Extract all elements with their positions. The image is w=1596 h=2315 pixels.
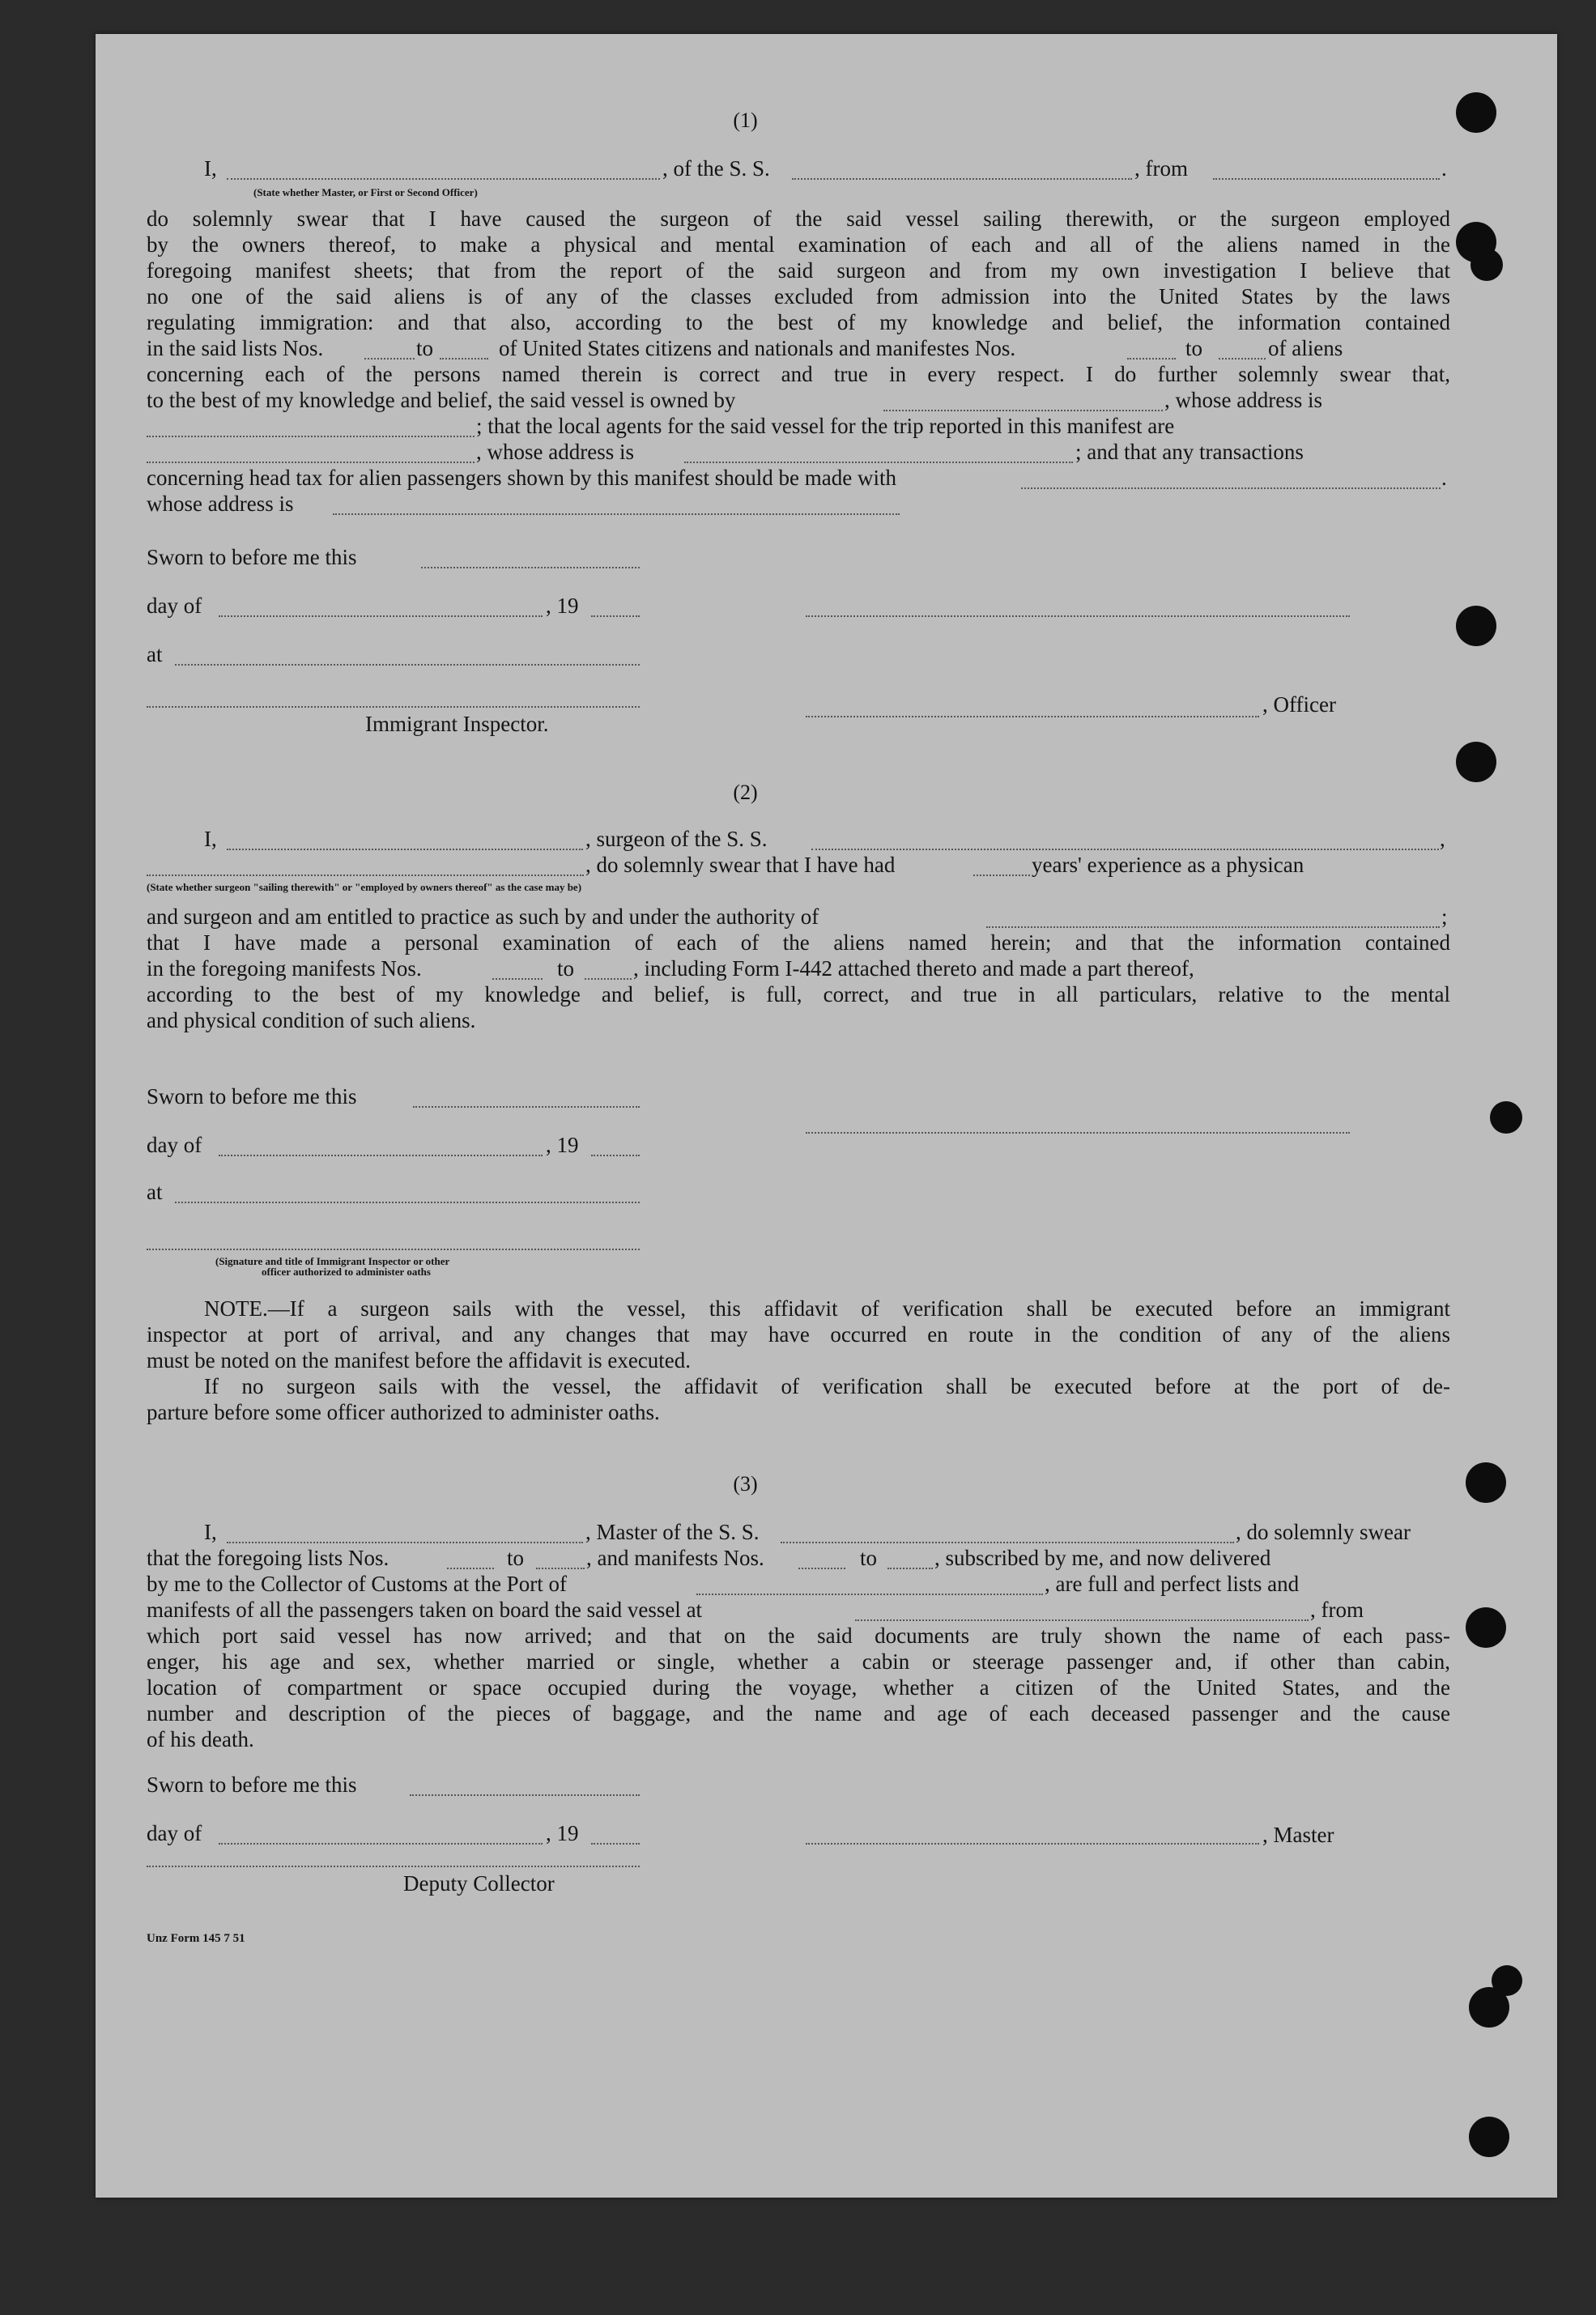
- blank-from-port[interactable]: [1213, 178, 1440, 180]
- blank-s2-place[interactable]: [175, 1202, 640, 1203]
- s2-at: at: [147, 1180, 163, 1204]
- blank-s3-list-to[interactable]: [536, 1568, 585, 1569]
- s1-of-ss: , of the S. S.: [662, 156, 770, 181]
- s3-solemnly-swear: , do solemnly swear: [1236, 1520, 1411, 1544]
- blank-port[interactable]: [696, 1594, 1043, 1595]
- s3-subscribed: , subscribed by me, and now delivered: [934, 1546, 1271, 1570]
- s3-sworn: Sworn to before me this: [147, 1772, 357, 1797]
- s1-lists-nos: in the said lists Nos.: [147, 336, 324, 360]
- s2-sworn: Sworn to before me this: [147, 1084, 357, 1109]
- s2-paragraph-line: and physical condition of such aliens.: [147, 1008, 476, 1032]
- blank-s3-list-from[interactable]: [447, 1568, 494, 1569]
- blank-s2-sworn-day[interactable]: [413, 1106, 640, 1108]
- s2-form-i442: , including Form I-442 attached thereto and made a part thereof,: [633, 956, 1194, 981]
- s2-status-note: (State whether surgeon "sailing therewith" or "employed by owners thereof" as the case may be): [147, 881, 582, 893]
- blank-inspector-signature[interactable]: [147, 706, 640, 708]
- blank-list-from[interactable]: [364, 358, 415, 360]
- blank-manifest-to[interactable]: [1219, 358, 1266, 360]
- blank-sworn-day[interactable]: [421, 567, 640, 568]
- punch-hole: [1490, 1101, 1522, 1134]
- blank-owner[interactable]: [883, 410, 1163, 411]
- section-2-heading: (2): [733, 781, 758, 804]
- s3-manifests-nos: , and manifests Nos.: [586, 1546, 764, 1570]
- blank-head-tax[interactable]: [1021, 487, 1441, 489]
- s2-manifests-nos: in the foregoing manifests Nos.: [147, 956, 422, 981]
- blank-surgeon-ship[interactable]: [811, 849, 1439, 850]
- s2-paragraph-line: that I have made a personal examination of each of the aliens named herein; and that the information contained: [147, 930, 1450, 955]
- s2-paragraph-line: according to the best of my knowledge and belief, is full, correct, and true in all particulars, relative to the mental: [147, 982, 1450, 1006]
- blank-s2-month[interactable]: [219, 1155, 543, 1156]
- blank-officer-signature[interactable]: [806, 716, 1259, 717]
- s2-note-line: inspector at port of arrival, and any changes that may have occurred en route in the condition of any of the aliens: [147, 1322, 1450, 1347]
- s2-to: to: [557, 956, 575, 981]
- blank-s2-year[interactable]: [591, 1155, 640, 1156]
- s2-note-line: NOTE.—If a surgeon sails with the vessel, this affidavit of verification shall be executed before an immigrant: [204, 1296, 1450, 1321]
- s1-paragraph-line: by the owners thereof, to make a physical and mental examination of each and all of the aliens named in the: [147, 232, 1450, 257]
- blank-owner-address[interactable]: [147, 436, 475, 437]
- blank-boarding-port[interactable]: [855, 1619, 1309, 1621]
- s3-master: , Master: [1262, 1823, 1334, 1847]
- blank-years[interactable]: [973, 875, 1030, 876]
- s1-at: at: [147, 642, 163, 666]
- s1-transactions: ; and that any transactions: [1075, 440, 1304, 464]
- s1-period-2: .: [1441, 466, 1447, 490]
- punch-hole: [1492, 1965, 1522, 1996]
- blank-s2-to[interactable]: [585, 978, 632, 980]
- s3-i: I,: [204, 1520, 217, 1544]
- s1-officer-note: (State whether Master, or First or Second Officer): [253, 186, 478, 198]
- s3-paragraph-line: which port said vessel has now arrived; and that on the said documents are truly shown the name of each pass-: [147, 1623, 1450, 1648]
- blank-s3-month[interactable]: [219, 1843, 543, 1845]
- s1-paragraph-line: no one of the said aliens is of any of the classes excluded from admission into the United States by the laws: [147, 284, 1450, 309]
- s1-officer: , Officer: [1262, 692, 1336, 717]
- s1-sworn: Sworn to before me this: [147, 545, 357, 569]
- s1-citizens: of United States citizens and nationals and manifestes Nos.: [499, 336, 1016, 360]
- blank-s3-manifest-to[interactable]: [887, 1568, 933, 1569]
- s1-i: I,: [204, 156, 217, 181]
- blank-s3-year[interactable]: [591, 1843, 640, 1845]
- blank-surgeon-status[interactable]: [147, 875, 584, 876]
- s2-authority: and surgeon and am entitled to practice as such by and under the authority of: [147, 904, 819, 929]
- blank-agent-address[interactable]: [684, 462, 1073, 463]
- s2-comma: ,: [1440, 827, 1445, 851]
- s3-to: to: [507, 1546, 525, 1570]
- s1-paragraph-line: do solemnly swear that I have caused the surgeon of the said vessel sailing therewith, or the surgeon employed: [147, 206, 1450, 231]
- s1-19: , 19: [546, 594, 579, 618]
- blank-s3-sworn-day[interactable]: [410, 1794, 640, 1796]
- form-number: Unz Form 145 7 51: [147, 1932, 245, 1945]
- s1-whose-address-2: whose address is: [147, 492, 294, 516]
- blank-agents[interactable]: [147, 462, 475, 463]
- s3-from: , from: [1310, 1598, 1364, 1622]
- s3-19: , 19: [546, 1821, 579, 1845]
- blank-authority[interactable]: [986, 926, 1440, 928]
- blank-manifest-from[interactable]: [1127, 358, 1176, 360]
- punch-hole: [1466, 1462, 1506, 1503]
- s1-paragraph-line: foregoing manifest sheets; that from the report of the said surgeon and from my own investigation I believe that: [147, 258, 1450, 283]
- s1-whose-address: , whose address is: [1164, 388, 1322, 412]
- s1-local-agents: ; that the local agents for the said vessel for the trip reported in this manifest are: [476, 414, 1175, 438]
- s2-sig-note-2: officer authorized to administer oaths: [262, 1266, 431, 1278]
- blank-year[interactable]: [591, 615, 640, 617]
- punch-hole: [1456, 606, 1496, 646]
- blank-s3-ship[interactable]: [781, 1542, 1234, 1543]
- s1-paragraph-line: concerning each of the persons named therein is correct and true in every respect. I do further solemnly swear that,: [147, 362, 1450, 386]
- form-page: [96, 34, 1557, 2198]
- s1-period: .: [1441, 156, 1447, 181]
- s2-sig-note-1: (Signature and title of Immigrant Inspector or other: [215, 1255, 450, 1267]
- blank-master-name[interactable]: [227, 1542, 583, 1543]
- s2-swear: , do solemnly swear that I have had: [585, 853, 896, 877]
- s1-immigrant-inspector: Immigrant Inspector.: [365, 712, 549, 736]
- section-1-heading: (1): [733, 109, 758, 132]
- s3-paragraph-line: of his death.: [147, 1727, 254, 1751]
- s3-master-of-ss: , Master of the S. S.: [585, 1520, 760, 1544]
- blank-deputy-signature[interactable]: [147, 1866, 640, 1867]
- blank-list-to[interactable]: [440, 358, 488, 360]
- section-3-heading: (3): [733, 1472, 758, 1496]
- blank-signature-1[interactable]: [806, 615, 1350, 617]
- s3-collector: by me to the Collector of Customs at the Port of: [147, 1572, 567, 1596]
- s2-day-of: day of: [147, 1133, 202, 1157]
- s1-head-tax: concerning head tax for alien passengers shown by this manifest should be made with: [147, 466, 897, 490]
- s3-taken-on-board: manifests of all the passengers taken on board the said vessel at: [147, 1598, 703, 1622]
- s1-of-aliens: of aliens: [1268, 336, 1343, 360]
- blank-surgeon-signature[interactable]: [806, 1132, 1350, 1134]
- blank-surgeon-name[interactable]: [227, 849, 583, 850]
- s3-paragraph-line: number and description of the pieces of baggage, and the name and age of each deceased passenger and the cause: [147, 1701, 1450, 1726]
- s1-day-of: day of: [147, 594, 202, 618]
- s1-from: , from: [1134, 156, 1188, 181]
- s2-note-line: must be noted on the manifest before the affidavit is executed.: [147, 1348, 692, 1372]
- punch-hole: [1470, 249, 1503, 281]
- blank-s3-manifest-from[interactable]: [798, 1568, 845, 1569]
- blank-s2-officer-signature[interactable]: [147, 1249, 640, 1250]
- blank-month[interactable]: [219, 615, 543, 617]
- punch-hole: [1456, 92, 1496, 133]
- punch-hole: [1466, 1607, 1506, 1648]
- blank-master-signature[interactable]: [806, 1843, 1259, 1845]
- s3-lists-nos: that the foregoing lists Nos.: [147, 1546, 389, 1570]
- s2-19: , 19: [546, 1133, 579, 1157]
- blank-s2-from[interactable]: [492, 978, 543, 980]
- punch-hole: [1456, 742, 1496, 782]
- s1-paragraph-line: regulating immigration: and that also, according to the best of my knowledge and belief, the information contained: [147, 310, 1450, 334]
- s2-note-line: parture before some officer authorized to administer oaths.: [147, 1400, 660, 1424]
- s3-paragraph-line: location of compartment or space occupied during the voyage, whether a citizen of the United States, and the: [147, 1675, 1450, 1700]
- punch-hole: [1469, 2117, 1509, 2157]
- blank-place[interactable]: [175, 664, 640, 666]
- s3-day-of: day of: [147, 1821, 202, 1845]
- s1-agent-address: , whose address is: [476, 440, 634, 464]
- s3-deputy-collector: Deputy Collector: [403, 1871, 555, 1896]
- s2-note-line: If no surgeon sails with the vessel, the affidavit of verification shall be executed before at the port of de-: [204, 1374, 1450, 1398]
- s3-full-perfect: , are full and perfect lists and: [1045, 1572, 1300, 1596]
- s2-years-exp: years' experience as a physican: [1032, 853, 1304, 877]
- s3-to-2: to: [860, 1546, 878, 1570]
- s1-to-2: to: [1185, 336, 1203, 360]
- blank-officer-title[interactable]: [227, 178, 660, 180]
- s2-surgeon-of-ss: , surgeon of the S. S.: [585, 827, 768, 851]
- blank-ship-name[interactable]: [792, 178, 1132, 180]
- s3-paragraph-line: enger, his age and sex, whether married or single, whether a cabin or steerage passenger and, if other than cabin,: [147, 1649, 1450, 1674]
- s2-semicolon: ;: [1441, 904, 1448, 929]
- s1-owned-by: to the best of my knowledge and belief, the said vessel is owned by: [147, 388, 736, 412]
- blank-head-tax-address[interactable]: [333, 513, 900, 515]
- s2-i: I,: [204, 827, 217, 851]
- s1-to: to: [416, 336, 434, 360]
